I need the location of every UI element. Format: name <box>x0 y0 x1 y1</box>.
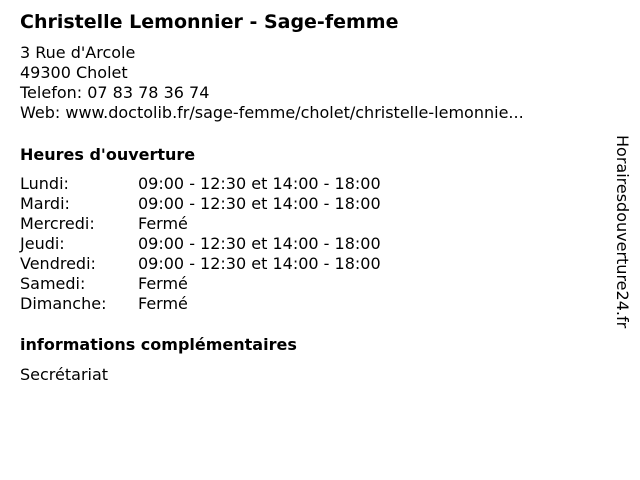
day-hours: Fermé <box>138 274 188 293</box>
website-line[interactable]: Web: www.doctolib.fr/sage-femme/cholet/christelle-lemonnie... <box>20 103 524 122</box>
day-hours: 09:00 - 12:30 et 14:00 - 18:00 <box>138 174 381 193</box>
phone-line[interactable]: Telefon: 07 83 78 36 74 <box>20 83 210 102</box>
day-label: Jeudi: <box>20 234 65 253</box>
business-title: Christelle Lemonnier - Sage-femme <box>20 11 399 33</box>
city-address: 49300 Cholet <box>20 63 128 82</box>
day-label: Mercredi: <box>20 214 95 233</box>
day-hours: 09:00 - 12:30 et 14:00 - 18:00 <box>138 254 381 273</box>
day-hours: Fermé <box>138 294 188 313</box>
info-text: Secrétariat <box>20 365 109 384</box>
day-hours: 09:00 - 12:30 et 14:00 - 18:00 <box>138 234 381 253</box>
contact-block <box>20 43 524 123</box>
day-hours: 09:00 - 12:30 et 14:00 - 18:00 <box>138 194 381 213</box>
street-address: 3 Rue d'Arcole <box>20 43 136 62</box>
day-label: Vendredi: <box>20 254 96 273</box>
site-watermark: Horairesdouverture24.fr <box>613 135 632 329</box>
day-label: Dimanche: <box>20 294 107 313</box>
day-label: Lundi: <box>20 174 69 193</box>
hours-heading: Heures d'ouverture <box>20 145 196 164</box>
day-hours: Fermé <box>138 214 188 233</box>
day-label: Samedi: <box>20 274 86 293</box>
day-label: Mardi: <box>20 194 70 213</box>
info-heading: informations complémentaires <box>20 335 297 354</box>
